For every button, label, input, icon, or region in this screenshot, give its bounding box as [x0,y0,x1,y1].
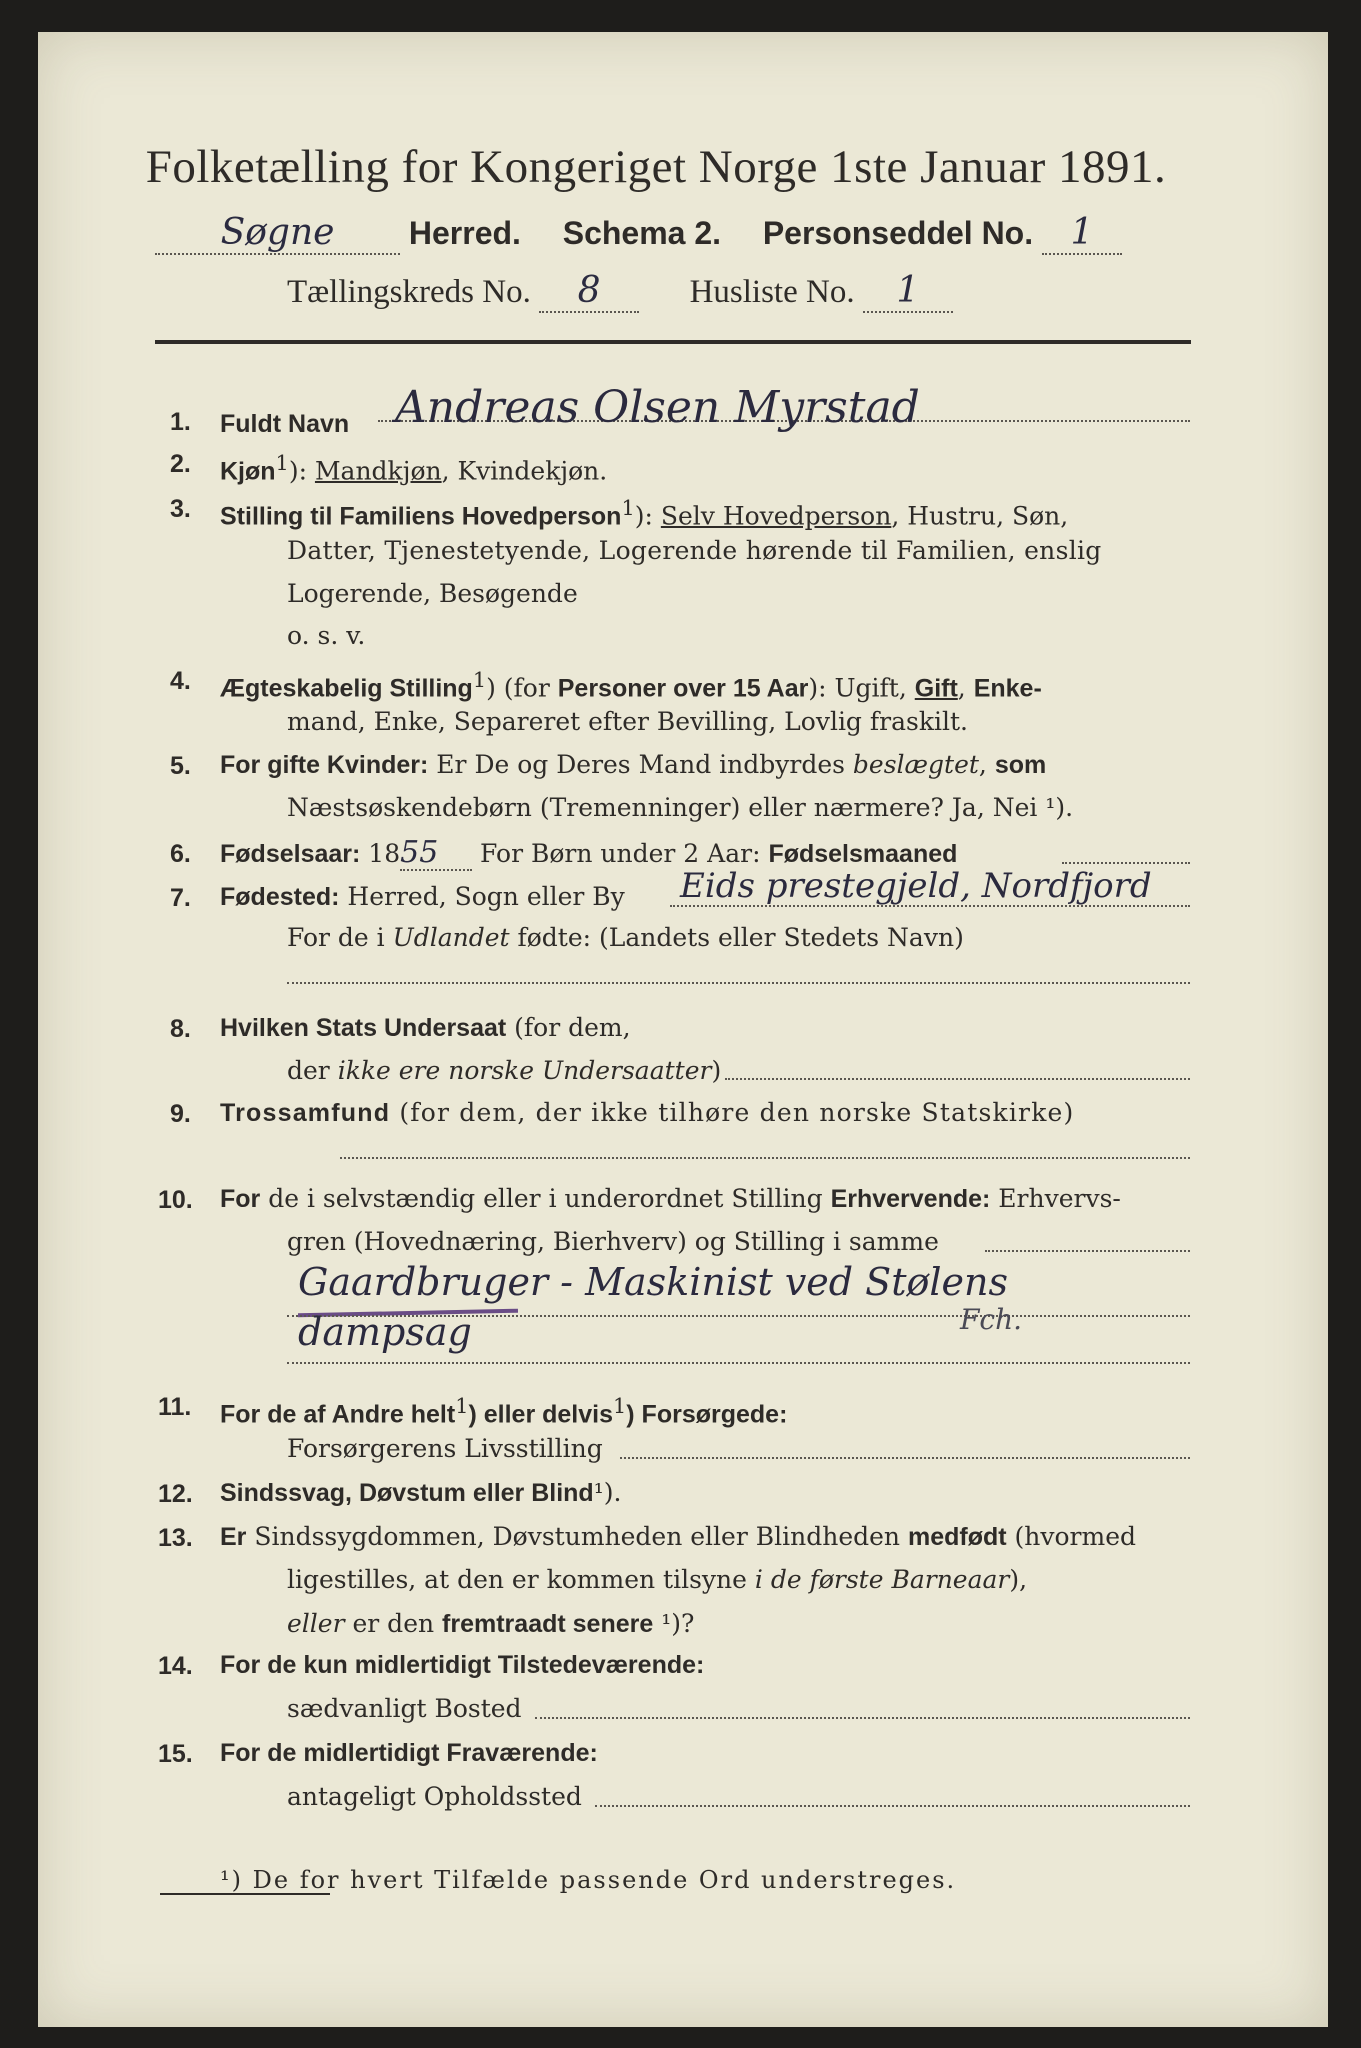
q8-l2a: der [287,1056,338,1085]
q9-rest: (for dem, der ikke tilhøre den norske Statskirke) [390,1098,1075,1127]
q4-selected-option: Gift [914,674,958,703]
q2-label: Kjøn [220,457,276,486]
q11-row-1 [220,1390,787,1430]
q13-row-2 [287,1564,1027,1596]
q12-label: Sindssvag, Døvstum eller Blind [220,1479,594,1507]
q7-l2a: For de i [287,923,393,952]
q11-row-2: Forsørgerens Livsstilling [287,1434,603,1463]
q15-row-2: antageligt Opholdssted [287,1782,582,1811]
q6-mid: For Børn under 2 Aar: [472,839,769,868]
q10-number: 10. [158,1186,193,1214]
q3-sep: ): [634,501,661,531]
q6-fodselsmaaned: Fødselsmaaned [768,840,958,868]
q13-barneaar: i de første Barneaar [754,1565,1010,1594]
q10-label: For [220,1185,261,1213]
q7-row-1 [220,881,625,913]
kreds-line [287,270,953,313]
q9-label: Trossamfund [220,1099,391,1127]
q4-mid: ): Ugift, [808,673,915,703]
q8-rest: (for dem, [506,1013,631,1042]
personseddel-label: Personseddel No. [762,215,1034,251]
q5-post: , [978,750,995,779]
q13-fremtraadt: fremtraadt senere [442,1610,654,1638]
q11-label: For de af Andre helt [220,1400,456,1429]
q11-answer-line [620,1457,1190,1459]
q4-post: , [957,673,974,703]
q15-answer-line [595,1805,1190,1807]
q4-row-2: mand, Enke, Separeret efter Bevilling, Lovlig fraskilt. [287,707,968,736]
q1-answer-name: Andreas Olsen Myrstad [395,382,920,433]
q2-sep: ): [288,456,315,486]
q3-row-1 [220,492,1068,532]
q11-mid: ) eller delvis [468,1400,614,1429]
q13-l3a: er den [344,1609,443,1638]
q6-year-value: 55 [400,837,472,871]
herred-line [155,212,1122,255]
q7-udlandet: Udlandet [392,923,510,952]
q7-row-2 [287,922,964,954]
q13-number: 13. [158,1524,193,1552]
q1-label: Fuldt Navn [220,410,350,438]
q3-label: Stilling til Familiens Hovedperson [220,502,622,531]
q5-beslaegtet: beslægtet [852,750,979,779]
q3-row-4: o. s. v. [287,621,366,650]
q14-row-2: sædvanligt Bosted [287,1694,522,1723]
q9-answer-line [340,1157,1190,1159]
kreds-label: Tællingskreds No. [287,274,531,310]
q7-label: Fødested: [220,883,340,911]
q5-row-1 [220,749,1046,781]
q10-end: Erhvervs- [990,1184,1121,1213]
q8-l2b: ) [711,1056,722,1085]
q11-end: ) Forsørgede: [626,1400,788,1429]
q2-row [220,447,607,487]
q5-pre: Er De og Deres Mand indbyrdes [428,750,853,779]
q10-annotation: Fch. [960,1303,1023,1336]
q5-number: 5. [170,752,191,780]
footnote-text: ¹) De for hvert Tilfælde passende Ord understreges. [220,1866,957,1894]
q3-number: 3. [170,495,191,523]
header-divider [155,340,1191,344]
q10-rest: de i selvstændig eller i underordnet Stilling [260,1184,831,1213]
q5-label: For gifte Kvinder: [220,751,429,779]
kreds-value: 8 [539,270,639,313]
q4-pre: ) (for [486,673,558,703]
q13-l3c: ¹)? [653,1609,695,1638]
husliste-value: 1 [863,270,953,313]
q8-number: 8. [170,1015,191,1043]
q13-eller: eller [287,1609,345,1638]
q13-l2a: ligestilles, at den er kommen tilsyne [287,1565,755,1594]
q14-answer-line [535,1717,1190,1719]
q2-option-kvindekjon: , Kvindekjøn. [441,456,608,486]
q13-row-1 [220,1521,1136,1553]
q5-som: som [994,751,1047,779]
form-title: Folketælling for Kongeriget Norge 1ste Januar 1891. [145,141,1167,193]
q8-row-2 [287,1055,721,1087]
q7-rest: Herred, Sogn eller By [339,882,625,911]
q15-label: For de midlertidigt Fraværende: [220,1739,598,1767]
q3-selected-option: Selv Hovedperson [660,501,892,531]
q11-number: 11. [158,1393,192,1421]
personseddel-value: 1 [1042,212,1122,255]
q10-row-2: gren (Hovednæring, Bierhverv) og Stilling i samme [287,1227,939,1256]
q7-l2b: fødte: (Landets eller Stedets Navn) [509,923,964,952]
q11-footnote-mark-2: 1 [613,1394,627,1418]
q7-number: 7. [170,884,191,912]
q6-label: Fødselsaar: [220,840,361,868]
q7-foreign-line [287,982,1190,984]
q10-line-2 [985,1250,1190,1252]
q12-number: 12. [158,1480,193,1508]
q3-row-2: Datter, Tjenestetyende, Logerende hørende til Familien, enslig [287,536,1102,565]
q2-footnote-mark: 1 [275,451,289,475]
schema-label: Schema 2. [562,215,722,251]
q8-label: Hvilken Stats Undersaat [220,1014,507,1042]
q12-end: ¹). [593,1478,622,1507]
q3-row-3: Logerende, Besøgende [287,579,578,608]
q3-footnote-mark: 1 [621,496,635,520]
q9-row [220,1097,1075,1129]
q10-answer-occupation-2: dampsag [298,1310,472,1354]
q14-label: For de kun midlertidigt Tilstedeværende: [220,1651,705,1679]
q2-option-mandkjon: Mandkjøn [314,456,442,486]
q8-answer-line [725,1078,1190,1080]
q10-answer-line-2 [287,1362,1190,1364]
q4-age-note: Personer over 15 Aar [557,674,809,703]
q13-pre: Sindssygdommen, Døvstumheden eller Blindheden [246,1522,908,1551]
q10-answer-occupation: Gaardbruger - Maskinist ved Stølens [298,1260,1008,1304]
q4-enke: Enke- [973,674,1042,703]
q5-row-2: Næstsøskendebørn (Tremenninger) eller nærmere? Ja, Nei ¹). [287,793,1074,822]
q4-label: Ægteskabelig Stilling [220,674,473,703]
q12-row [220,1477,621,1509]
q9-number: 9. [170,1100,191,1128]
q4-footnote-mark: 1 [472,668,487,692]
q1-number: 1. [170,408,191,436]
q13-row-3 [287,1608,694,1640]
q4-number: 4. [170,667,191,695]
q13-post: (hvormed [1006,1522,1137,1551]
q13-l2b: ), [1009,1565,1028,1594]
q6-number: 6. [170,840,191,868]
husliste-label: Husliste No. [689,274,855,310]
q13-label: Er [220,1523,247,1551]
herred-label: Herred. [408,215,521,251]
q3-options-rest: , Hustru, Søn, [891,501,1069,531]
herred-value: Søgne [155,212,400,255]
q10-erhvervende: Erhvervende: [830,1185,991,1213]
q15-number: 15. [158,1740,193,1768]
q2-number: 2. [170,450,191,478]
q8-ikke-norske: ikke ere norske Undersaatter [337,1056,712,1085]
q11-footnote-mark-1: 1 [455,1394,469,1418]
q8-row-1 [220,1012,631,1044]
q14-number: 14. [158,1652,193,1680]
q7-answer-place: Eids prestegjeld, Nordfjord [680,866,1152,906]
q13-medfodt: medfødt [907,1523,1007,1551]
q10-row-1 [220,1183,1121,1215]
q6-century: 18 [360,839,401,868]
q6-month-line [1062,862,1190,864]
q4-row-1 [220,664,1042,704]
